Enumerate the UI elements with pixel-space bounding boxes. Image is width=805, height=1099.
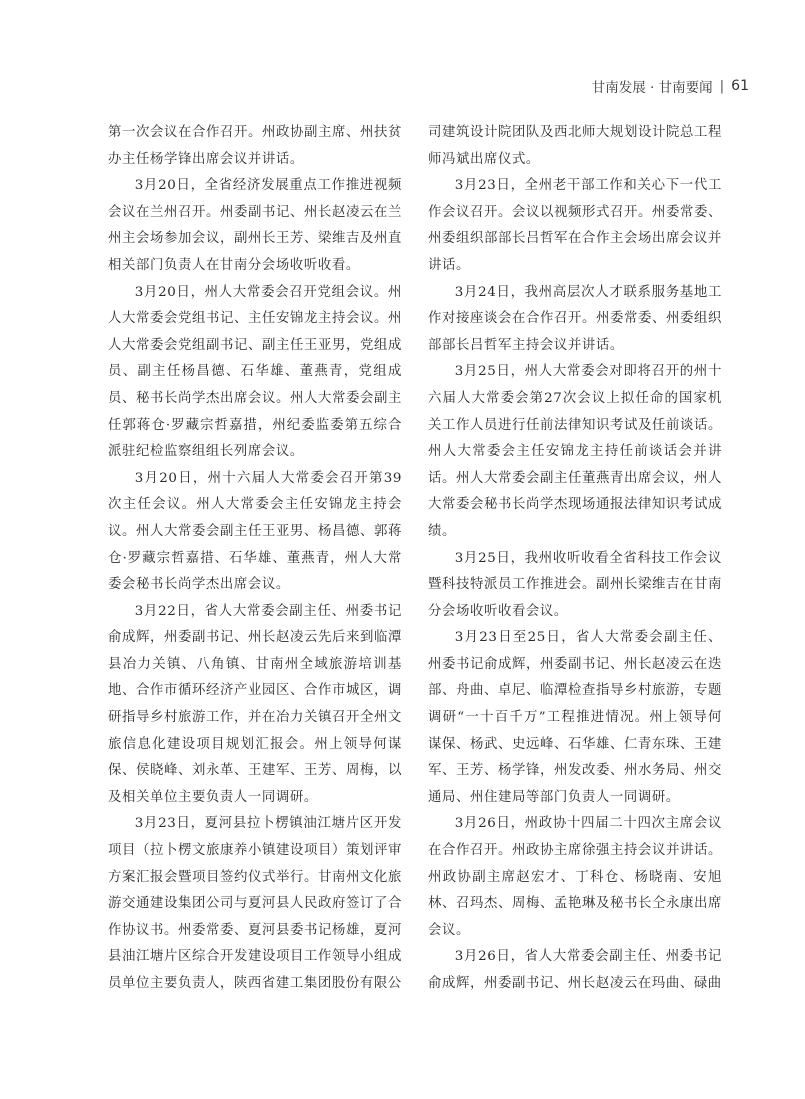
paragraph: 司建筑设计院团队及西北师大规划设计院总工程师冯斌出席仪式。	[428, 125, 722, 167]
paragraph: 3月23日，全州老干部工作和关心下一代工作会议召开。会议以视频形式召开。州委常委、州委组织部部长吕哲军在合作主会场出席会议并讲话。	[428, 178, 722, 273]
header-separator: |	[719, 78, 725, 94]
paragraph: 3月23日至25日，省人大常委会副主任、州委书记俞成辉，州委副书记、州长赵凌云在迭部、舟曲、卓尼、临潭检查指导乡村旅游，专题调研“一十百千万”工程推进情况。州上领导何谋保、杨武、史远峰、石华雄、仁青东珠、王建军、王芳、杨学锋，州发改委、州水务局、州交通局、州住建局等部门负责人一同调研。	[428, 630, 722, 805]
right-column	[428, 120, 722, 998]
paragraph: 3月26日，州政协十四届二十四次主席会议在合作召开。州政协主席徐强主持会议并讲话。州政协副主席赵宏才、丁科仓、杨晓南、安旭林、召玛杰、周梅、孟艳琳及秘书长仝永康出席会议。	[428, 816, 722, 938]
paragraph: 3月25日，州人大常委会对即将召开的州十六届人大常委会第27次会议上拟任命的国家机关工作人员进行任前法律知识考试及任前谈话。州人大常委会主任安锦龙主持任前谈话会并讲话。州人大常委会副主任董燕青出席会议，州人大常委会秘书长尚学杰现场通报法律知识考试成绩。	[428, 364, 722, 539]
page-number: 61	[731, 78, 749, 94]
section-title: 甘南发展 · 甘南要闻	[591, 80, 713, 96]
running-header	[592, 76, 749, 96]
paragraph: 3月22日，省人大常委会副主任、州委书记俞成辉，州委副书记、州长赵凌云先后来到临潭县冶力关镇、八角镇、甘南州全域旅游培训基地、合作市循环经济产业园区、合作市城区，调研指导乡村旅游工作，并在冶力关镇召开全州文旅信息化建设项目规划汇报会。州上领导何谋保、侯晓峰、刘永革、王建军、王芳、周梅，以及相关单位主要负责人一同调研。	[108, 603, 402, 805]
paragraph: 3月20日，全省经济发展重点工作推进视频会议在兰州召开。州委副书记、州长赵凌云在兰州主会场参加会议，副州长王芳、梁维吉及州直相关部门负责人在甘南分会场收听收看。	[108, 178, 402, 273]
paragraph: 3月26日，省人大常委会副主任、州委书记俞成辉，州委副书记、州长赵凌云在玛曲、碌曲	[428, 949, 722, 991]
paragraph: 3月24日，我州高层次人才联系服务基地工作对接座谈会在合作召开。州委常委、州委组织部部长吕哲军主持会议并讲话。	[428, 284, 722, 353]
paragraph: 3月20日，州人大常委会召开党组会议。州人大常委会党组书记、主任安锦龙主持会议。州人大常委会党组副书记、副主任王亚男，党组成员、副主任杨昌德、石华雄、董燕青，党组成员、秘书长尚学杰出席会议。州人大常委会副主任郭蒋仓·罗藏宗哲嘉措，州纪委监委第五综合派驻纪检监察组组长列席会议。	[108, 284, 402, 460]
paragraph: 第一次会议在合作召开。州政协副主席、州扶贫办主任杨学锋出席会议并讲话。	[108, 125, 402, 167]
left-column	[108, 120, 402, 998]
paragraph: 3月23日，夏河县拉卜楞镇油江塘片区开发项目（拉卜楞文旅康养小镇建设项目）策划评审方案汇报会暨项目签约仪式举行。甘南州文化旅游交通建设集团公司与夏河县人民政府签订了合作协议书。州委常委、夏河县委书记杨雄，夏河县油江塘片区综合开发建设项目工作领导小组成员单位主要负责人，陕西省建工集团股份有限公	[108, 816, 402, 991]
paragraph: 3月20日，州十六届人大常委会召开第39次主任会议。州人大常委会主任安锦龙主持会议。州人大常委会副主任王亚男、杨昌德、郭蒋仓·罗藏宗哲嘉措、石华雄、董燕青，州人大常委会秘书长尚学杰出席会议。	[108, 470, 402, 593]
paragraph: 3月25日，我州收听收看全省科技工作会议暨科技特派员工作推进会。副州长梁维吉在甘南分会场收听收看会议。	[428, 550, 722, 619]
